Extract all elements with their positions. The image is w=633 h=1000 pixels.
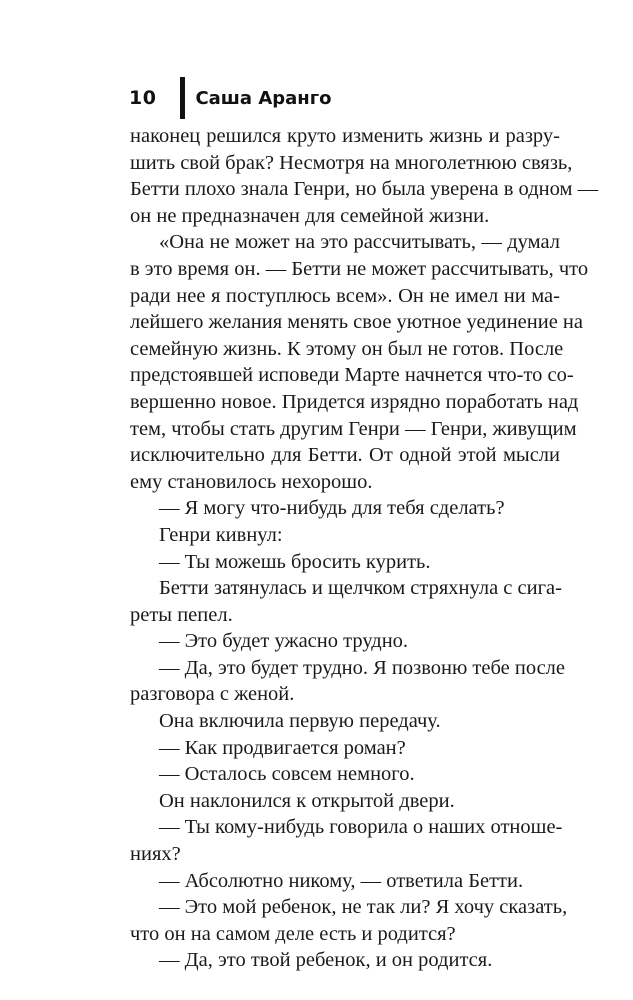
text-line: разговора с женой. [130, 683, 295, 706]
text-line: Бетти затянулась и щелчком стряхнула с сига- [159, 577, 562, 600]
text-line: предстоявшей исповеди Марте начнется что-то со- [130, 364, 574, 387]
text-line: — Я могу что-нибудь для тебя сделать? [159, 497, 505, 520]
text-line: — Осталось совсем немного. [159, 763, 415, 786]
text-line: тем, чтобы стать другим Генри — Генри, живущим [130, 417, 577, 440]
text-line: Генри кивнул: [159, 523, 283, 546]
text-line: шить свой брак? Несмотря на многолетнюю связь, [130, 151, 573, 174]
text-line: — Да, это твой ребенок, и он родится. [159, 949, 493, 972]
text-line: — Как продвигается роман? [159, 736, 406, 759]
text-line: вершенно новое. Придется изрядно поработать над [130, 390, 579, 413]
text-line: «Она не может на это рассчитывать, — думал [159, 231, 560, 254]
text-line: он не предназначен для семейной жизни. [130, 204, 490, 227]
page-number: 10 [129, 87, 157, 109]
text-line: Он наклонился к открытой двери. [159, 789, 455, 812]
text-line: наконец решился круто изменить жизнь и разру- [130, 125, 560, 147]
text-line: Она включила первую передачу. [159, 710, 441, 733]
running-header [129, 76, 332, 120]
running-header-author: Саша Аранго [195, 87, 332, 109]
text-line: семейную жизнь. К этому он был не готов. После [130, 337, 564, 360]
text-line: — Ты можешь бросить курить. [159, 550, 431, 573]
text-line: — Да, это будет трудно. Я позвоню тебе после [159, 656, 566, 679]
text-line: что он на самом деле есть и родится? [130, 922, 456, 945]
text-line: исключительно для Бетти. От одной этой мысли [130, 444, 560, 467]
header-divider [180, 77, 185, 119]
text-line: — Это мой ребенок, не так ли? Я хочу сказать, [159, 896, 568, 919]
text-line: ему становилось нехорошо. [130, 470, 373, 493]
text-line: реты пепел. [130, 603, 233, 626]
text-line: лейшего желания менять свое уютное уединение на [130, 311, 584, 334]
text-line: ниях? [130, 843, 181, 866]
text-line: в это время он. — Бетти не может рассчитывать, что [130, 257, 589, 280]
text-line: Бетти плохо знала Генри, но была уверена в одном — [130, 178, 599, 201]
text-line: — Это будет ужасно трудно. [159, 630, 409, 653]
body-text [130, 123, 599, 974]
text-line: — Абсолютно никому, — ответила Бетти. [159, 869, 524, 892]
text-line: — Ты кому-нибудь говорила о наших отноше- [159, 816, 563, 839]
text-line: ради нее я поступлюсь всем». Он не имел ни ма- [130, 284, 560, 307]
